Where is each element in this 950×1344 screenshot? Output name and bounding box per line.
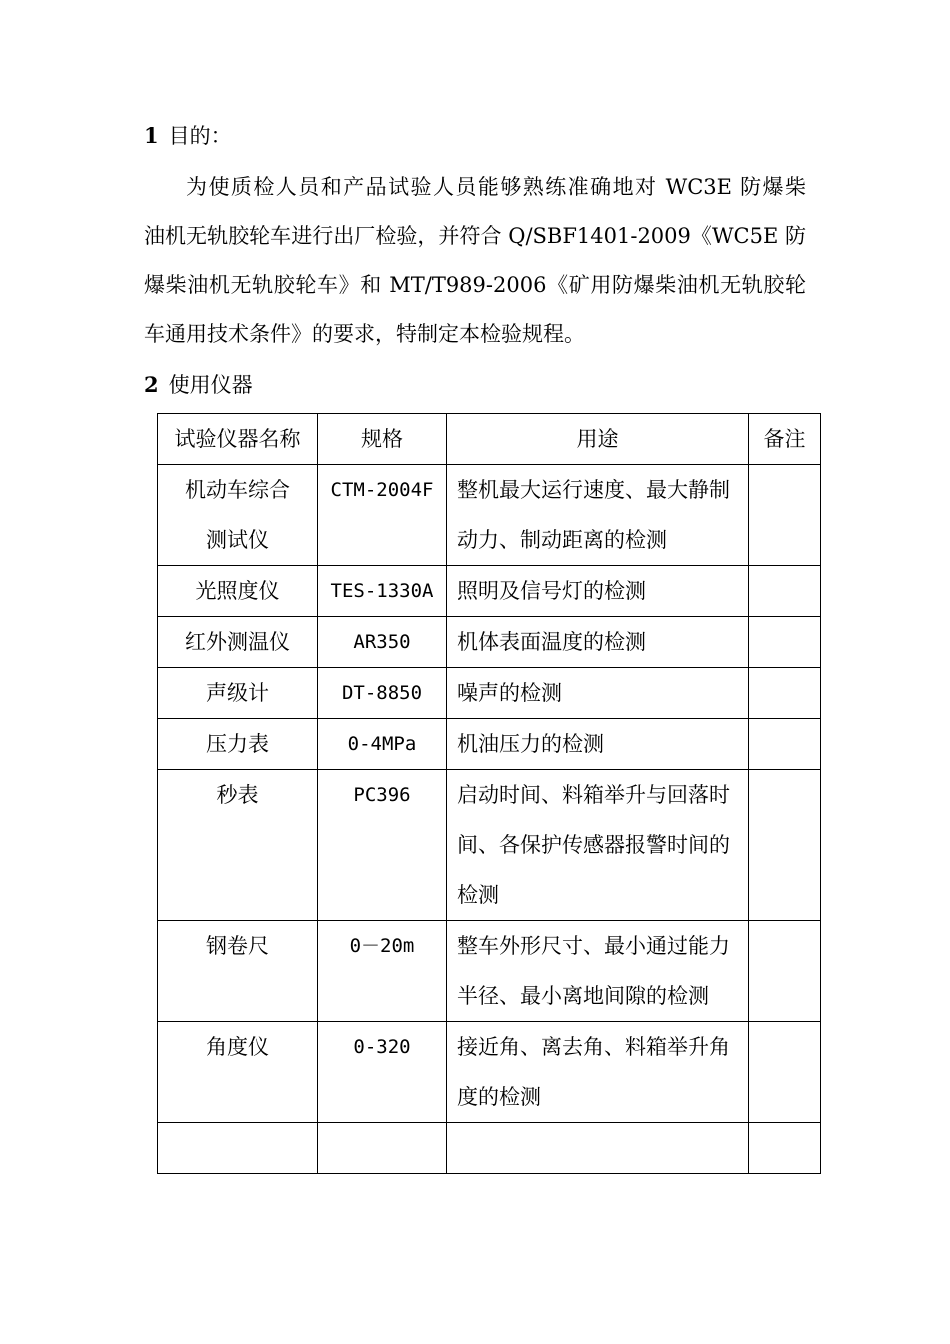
instrument-use-line: 整车外形尺寸、最小通过能力 [457,934,730,958]
instrument-spec-cell: AR350 [318,617,447,668]
table-row [158,719,821,770]
instrument-note-cell [749,617,821,668]
purpose-line-3: 爆柴油机无轨胶轮车》和 MT/T989-2006《矿用防爆柴油机无轨胶轮 [144,273,806,297]
table-row [158,465,821,566]
table-row [158,921,821,1022]
instrument-name-cell [158,668,318,719]
instrument-name-line: 声级计 [206,681,269,705]
instrument-use-cell [447,1022,749,1123]
instrument-use-cell [447,566,749,617]
section-2-number: 2 [144,372,159,397]
instrument-use-line: 机体表面温度的检测 [457,630,646,654]
section-1-title: 目的： [168,124,232,148]
table-row [158,566,821,617]
instrument-use-line: 度的检测 [457,1085,541,1109]
instrument-note-cell [749,668,821,719]
instrument-note-cell [749,1022,821,1123]
instrument-use-cell [447,921,749,1022]
header-spec: 规格 [318,414,447,465]
instrument-spec-cell: 0-320 [318,1022,447,1123]
instrument-name-cell [158,719,318,770]
instrument-use-cell [447,617,749,668]
instrument-spec-cell: CTM-2004F [318,465,447,566]
instrument-name-line [158,1123,317,1173]
instrument-name-line: 光照度仪 [195,579,280,603]
instrument-use-cell [447,1123,749,1174]
instrument-spec-cell: 0-4MPa [318,719,447,770]
purpose-line-1: 为使质检人员和产品试验人员能够熟练准确地对 WC3E 防爆柴 [186,175,806,199]
section-2-title: 使用仪器 [168,373,253,397]
instrument-spec-cell: TES-1330A [318,566,447,617]
instrument-name-line: 红外测温仪 [185,630,290,654]
instrument-use-line: 动力、制动距离的检测 [457,528,667,552]
instrument-use-line [457,1123,742,1173]
instrument-table [157,413,821,1174]
instrument-use-line: 检测 [457,883,499,907]
instrument-name-line: 测试仪 [206,528,269,552]
instrument-note-cell [749,566,821,617]
instrument-name-cell [158,770,318,921]
instrument-spec-cell: DT-8850 [318,668,447,719]
instrument-spec-cell: 0－20m [318,921,447,1022]
instrument-name-line: 角度仪 [206,1035,269,1059]
instrument-note-cell [749,921,821,1022]
instrument-use-line: 启动时间、料箱举升与回落时 [457,783,730,807]
table-row [158,617,821,668]
purpose-line-4: 车通用技术条件》的要求，特制定本检验规程。 [144,322,585,346]
instrument-use-line: 噪声的检测 [457,681,562,705]
table-row [158,668,821,719]
table-row [158,770,821,921]
instrument-note-cell [749,719,821,770]
header-note: 备注 [749,414,821,465]
section-1-number: 1 [144,123,159,148]
purpose-line-2: 油机无轨胶轮车进行出厂检验，并符合 Q/SBF1401-2009《WC5E 防 [144,224,806,248]
instrument-note-cell [749,1123,821,1174]
instrument-name-line: 机动车综合 [185,478,290,502]
instrument-name-cell [158,1022,318,1123]
instrument-name-cell [158,617,318,668]
instrument-use-line: 接近角、离去角、料箱举升角 [457,1035,730,1059]
instrument-note-cell [749,770,821,921]
instrument-use-line: 整机最大运行速度、最大静制 [457,478,730,502]
instrument-name-cell [158,465,318,566]
instrument-name-cell [158,566,318,617]
table-row [158,1022,821,1123]
instrument-use-cell [447,668,749,719]
instrument-note-cell [749,465,821,566]
instrument-name-line: 压力表 [206,732,269,756]
instrument-spec-cell [318,1123,447,1174]
instrument-use-cell [447,770,749,921]
instrument-use-line: 半径、最小离地间隙的检测 [457,984,709,1008]
section-1-heading [144,122,232,150]
table-header-row [158,414,821,465]
instrument-name-line: 秒表 [216,783,259,807]
instrument-use-cell [447,719,749,770]
instrument-use-line: 间、各保护传感器报警时间的 [457,833,730,857]
section-2-heading [144,371,253,399]
instrument-name-cell [158,1123,318,1174]
table-row [158,1123,821,1174]
instrument-name-line: 钢卷尺 [206,934,269,958]
header-name: 试验仪器名称 [158,414,318,465]
instrument-use-cell [447,465,749,566]
instrument-use-line: 机油压力的检测 [457,732,604,756]
instrument-use-line: 照明及信号灯的检测 [457,579,646,603]
instrument-name-cell [158,921,318,1022]
header-use: 用途 [447,414,749,465]
instrument-spec-cell: PC396 [318,770,447,921]
